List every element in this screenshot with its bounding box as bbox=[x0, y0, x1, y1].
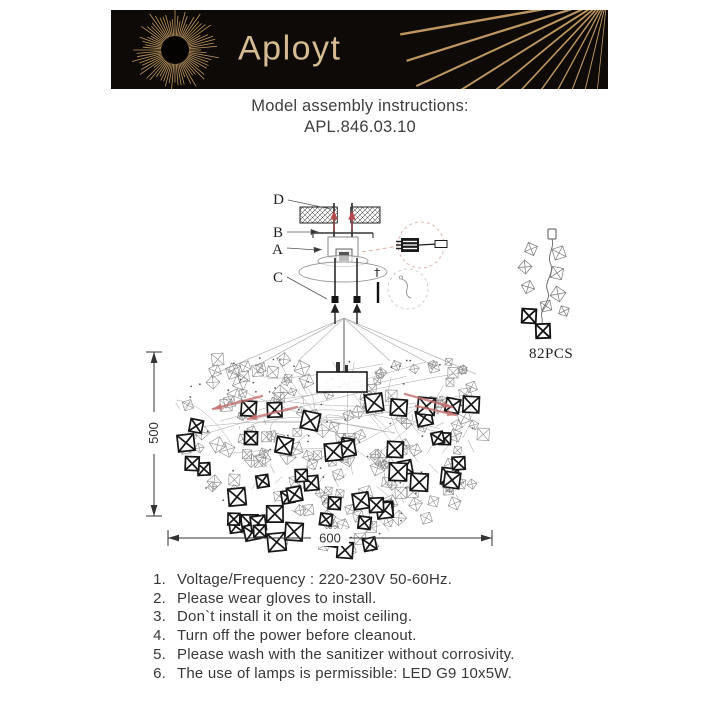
title-block bbox=[0, 96, 720, 138]
part-label-b: B bbox=[272, 225, 283, 241]
brand-logo-text: Aployt bbox=[238, 29, 342, 68]
page-title: Model assembly instructions: bbox=[251, 97, 469, 115]
model-number: APL.846.03.10 bbox=[304, 118, 416, 136]
assembly-diagram bbox=[0, 140, 720, 574]
header-decoration bbox=[111, 10, 608, 89]
instructions-list bbox=[144, 571, 515, 683]
instruction-item: 6. The use of lamps is permissible: LED G9 10x5W. bbox=[153, 664, 513, 682]
crystal-strand-detail bbox=[518, 229, 573, 362]
wire-connector-detail bbox=[362, 222, 447, 268]
instruction-item: 1. Voltage/Frequency : 220-230V 50-60Hz. bbox=[153, 571, 453, 588]
instruction-item: 4. Turn off the power before cleanout. bbox=[153, 627, 417, 645]
dimension-width-value: 600 bbox=[319, 530, 341, 546]
dimension-width bbox=[168, 529, 492, 546]
chandelier-gearbox bbox=[317, 362, 367, 392]
crystal-count-label: 82PCS bbox=[529, 346, 574, 362]
instruction-item: 3. Don`t install it on the moist ceiling. bbox=[153, 608, 413, 626]
part-label-a: A bbox=[272, 242, 283, 258]
instruction-item: 2. Please wear gloves to install. bbox=[153, 589, 377, 607]
dimension-height bbox=[145, 352, 162, 516]
dimension-height-value: 500 bbox=[146, 422, 161, 444]
part-label-c: C bbox=[272, 270, 283, 286]
brand-header bbox=[111, 10, 608, 89]
instruction-item: 5. Please wash with the sanitizer without corrosivity. bbox=[153, 645, 515, 663]
ceiling-mount-detail bbox=[272, 192, 387, 324]
part-label-d: D bbox=[273, 192, 284, 208]
